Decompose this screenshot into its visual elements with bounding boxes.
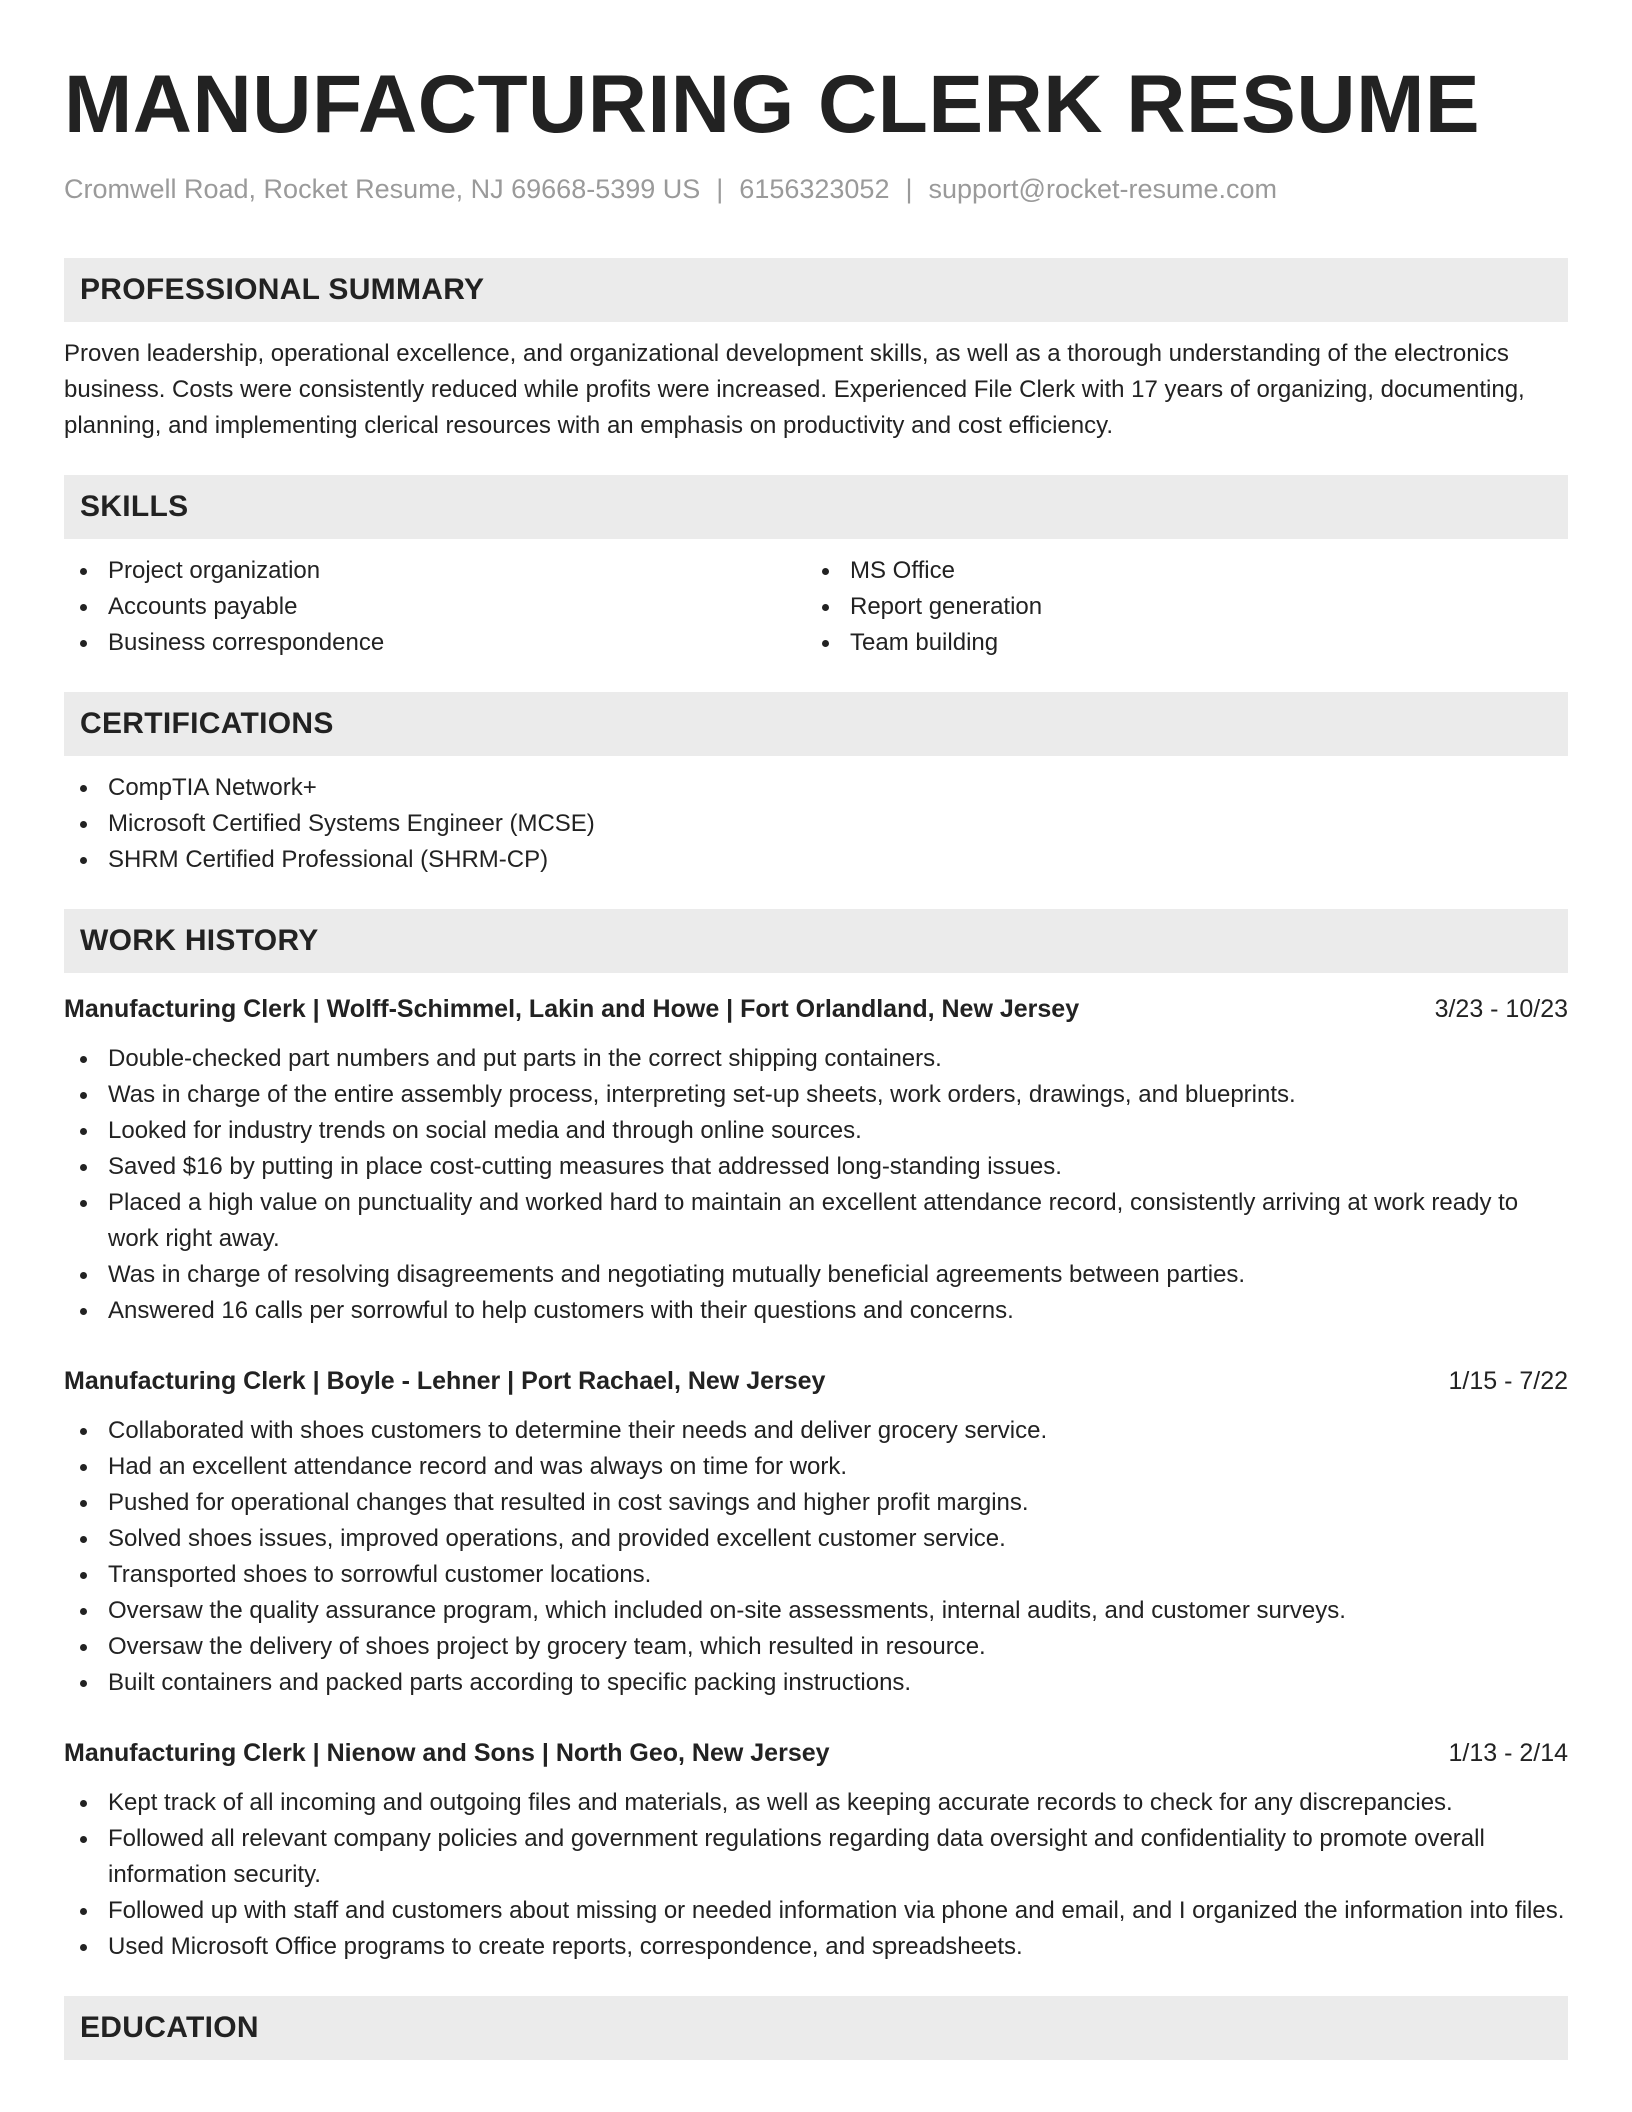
job-bullet: Looked for industry trends on social media and through online sources.	[64, 1113, 1568, 1149]
certifications-items	[64, 770, 1568, 878]
section-heading-summary: PROFESSIONAL SUMMARY	[64, 258, 1568, 322]
job-bullet: Saved $16 by putting in place cost-cutting measures that addressed long-standing issues.	[64, 1149, 1568, 1185]
job-header	[64, 1735, 1568, 1771]
job-dates: 3/23 - 10/23	[1434, 995, 1568, 1023]
job-bullets	[64, 1041, 1568, 1329]
certification-item: CompTIA Network+	[64, 770, 1568, 806]
job-entry	[64, 1735, 1568, 1965]
summary-text: Proven leadership, operational excellence, and organizational development skills, as well as a thorough understanding of the electronics business. Costs were consistently reduced while profits were increased. Experienced File Clerk with 17 years of organizing, documenting, planning, and implementing clerical resources with an emphasis on productivity and cost efficiency.	[64, 340, 1525, 439]
job-entry	[64, 1363, 1568, 1701]
job-bullet: Kept track of all incoming and outgoing files and materials, as well as keeping accurate records to check for any discrepancies.	[64, 1785, 1568, 1821]
skill-item: Report generation	[806, 589, 1548, 625]
contact-email: support@rocket-resume.com	[928, 174, 1278, 204]
job-header	[64, 1363, 1568, 1399]
job-bullet: Solved shoes issues, improved operations, and provided excellent customer service.	[64, 1521, 1568, 1557]
skill-item: Project organization	[64, 553, 806, 589]
resume-title: MANUFACTURING CLERK RESUME	[64, 59, 1481, 150]
job-bullet: Oversaw the quality assurance program, which included on-site assessments, internal audits, and customer surveys.	[64, 1593, 1568, 1629]
job-bullet: Oversaw the delivery of shoes project by grocery team, which resulted in resource.	[64, 1629, 1568, 1665]
section-heading-education: EDUCATION	[64, 1996, 1568, 2060]
contact-separator: |	[716, 174, 724, 204]
skill-item: Business correspondence	[64, 625, 806, 661]
job-title: Manufacturing Clerk | Nienow and Sons | North Geo, New Jersey	[64, 1739, 830, 1767]
section-heading-certifications: CERTIFICATIONS	[64, 692, 1568, 756]
skill-item: Team building	[806, 625, 1548, 661]
job-bullets	[64, 1413, 1568, 1701]
skills-column-left	[64, 553, 806, 661]
job-bullet: Followed up with staff and customers about missing or needed information via phone and email, and I organized the information into files.	[64, 1893, 1568, 1929]
job-bullet: Placed a high value on punctuality and worked hard to maintain an excellent attendance record, consistently arriving at work ready to work right away.	[64, 1185, 1568, 1257]
job-bullet: Was in charge of the entire assembly process, interpreting set-up sheets, work orders, drawings, and blueprints.	[64, 1077, 1568, 1113]
job-entry	[64, 991, 1568, 1329]
section-heading-work-history: WORK HISTORY	[64, 909, 1568, 973]
contact-line	[64, 171, 1568, 207]
certification-item: Microsoft Certified Systems Engineer (MCSE)	[64, 806, 1568, 842]
job-bullet: Used Microsoft Office programs to create reports, correspondence, and spreadsheets.	[64, 1929, 1568, 1965]
job-title: Manufacturing Clerk | Wolff-Schimmel, Lakin and Howe | Fort Orlandland, New Jersey	[64, 995, 1080, 1023]
job-dates: 1/13 - 2/14	[1448, 1739, 1568, 1767]
job-bullet: Followed all relevant company policies and government regulations regarding data oversight and confidentiality to promote overall information security.	[64, 1821, 1568, 1893]
job-dates: 1/15 - 7/22	[1448, 1367, 1568, 1395]
section-heading-skills: SKILLS	[64, 475, 1568, 539]
job-header	[64, 991, 1568, 1027]
job-bullets	[64, 1785, 1568, 1965]
skills-list	[64, 553, 1568, 661]
job-bullet: Double-checked part numbers and put parts in the correct shipping containers.	[64, 1041, 1568, 1077]
skills-column-right	[806, 553, 1548, 661]
certification-item: SHRM Certified Professional (SHRM-CP)	[64, 842, 1568, 878]
job-bullet: Had an excellent attendance record and was always on time for work.	[64, 1449, 1568, 1485]
skill-item: MS Office	[806, 553, 1548, 589]
job-bullet: Transported shoes to sorrowful customer locations.	[64, 1557, 1568, 1593]
job-bullet: Answered 16 calls per sorrowful to help customers with their questions and concerns.	[64, 1293, 1568, 1329]
job-bullet: Was in charge of resolving disagreements and negotiating mutually beneficial agreements between parties.	[64, 1257, 1568, 1293]
contact-phone: 6156323052	[739, 174, 890, 204]
job-bullet: Collaborated with shoes customers to determine their needs and deliver grocery service.	[64, 1413, 1568, 1449]
skill-item: Accounts payable	[64, 589, 806, 625]
contact-separator: |	[905, 174, 913, 204]
job-title: Manufacturing Clerk | Boyle - Lehner | Port Rachael, New Jersey	[64, 1367, 826, 1395]
certifications-list	[64, 770, 1568, 878]
job-bullet: Pushed for operational changes that resulted in cost savings and higher profit margins.	[64, 1485, 1568, 1521]
job-bullet: Built containers and packed parts according to specific packing instructions.	[64, 1665, 1568, 1701]
contact-address: Cromwell Road, Rocket Resume, NJ 69668-5399 US	[64, 174, 701, 204]
